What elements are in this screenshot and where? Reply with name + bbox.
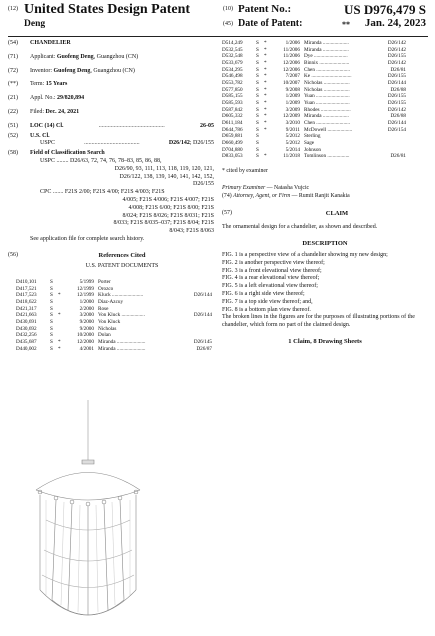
reference-date: 5/1999 xyxy=(79,278,94,285)
field-code: (51) xyxy=(8,122,18,129)
reference-cited-marker xyxy=(58,286,66,293)
reference-row xyxy=(16,319,214,326)
agent-name: — Rumit Ranjit Kanakia xyxy=(290,192,350,199)
reference-number: D644,786 xyxy=(222,126,243,133)
reference-row xyxy=(16,299,214,306)
code-45: (45) xyxy=(223,21,233,27)
reference-cited-marker: * xyxy=(58,292,61,299)
applicant-label: Applicant: xyxy=(30,53,56,60)
reference-date: 12/2006 xyxy=(282,66,300,73)
reference-date: 3/2010 xyxy=(285,119,300,126)
reference-class: D26/144 xyxy=(387,79,406,86)
reference-number: D430,691 xyxy=(16,318,37,325)
reference-date: 7/2007 xyxy=(285,73,300,80)
description-body xyxy=(222,252,428,330)
reference-row xyxy=(222,60,408,67)
reference-class: D26/145 xyxy=(193,338,212,345)
reference-class: D26/142 xyxy=(387,59,406,66)
examiner-label: Primary Examiner xyxy=(222,185,266,192)
reference-cited-marker: * xyxy=(264,46,267,53)
design-title: CHANDELIER xyxy=(30,40,71,46)
reference-class xyxy=(378,140,408,147)
reference-cited-marker xyxy=(58,332,66,339)
uspc-line: USPC ........ D26/63, 72, 74, 76, 78–83, 85, 86, 88, xyxy=(40,157,162,164)
reference-class xyxy=(184,286,214,293)
examiner-block xyxy=(222,185,428,200)
reference-name: Nicholas .................... xyxy=(304,79,350,86)
reference-class xyxy=(184,306,214,313)
reference-kind: S xyxy=(256,59,259,66)
reference-date: 3/2009 xyxy=(285,106,300,113)
field-filed xyxy=(8,109,214,117)
applicant-name: Guofeng Deng xyxy=(56,53,94,60)
reference-number: D660,499 xyxy=(222,139,243,146)
inventor-label: Inventor: xyxy=(30,67,52,74)
reference-number: D421,317 xyxy=(16,305,37,312)
reference-row xyxy=(222,100,408,107)
reference-kind: S xyxy=(50,312,53,319)
chandelier-drawing xyxy=(6,400,166,632)
reference-row xyxy=(16,292,214,299)
reference-row xyxy=(222,53,408,60)
reference-cited-marker: * xyxy=(264,106,267,113)
reference-cited-marker: * xyxy=(264,86,267,93)
reference-date: 12/1999 xyxy=(76,292,94,299)
reference-cited-marker: * xyxy=(264,66,267,73)
term-label: Term: xyxy=(30,81,45,88)
field-title xyxy=(8,40,214,48)
reference-cited-marker: * xyxy=(264,59,267,66)
reference-number: D605,332 xyxy=(222,113,243,120)
reference-row xyxy=(222,47,408,54)
cpc-line: 4/008; F21S 6/00; F21S 8/00; F21S xyxy=(128,204,214,211)
reference-class: D26/81 xyxy=(390,153,406,160)
reference-class xyxy=(184,299,214,306)
reference-name: Porter xyxy=(98,278,111,285)
reference-name: Miranda ...................... xyxy=(98,345,146,352)
reference-row xyxy=(16,326,214,333)
claim-heading-row xyxy=(222,210,428,218)
uspc-line: D26/122, 138, 139, 140, 141, 142, 152, xyxy=(119,173,214,180)
reference-cited-marker: * xyxy=(58,338,61,345)
reference-name: Sage xyxy=(304,139,315,146)
reference-name: Yuan .......................... xyxy=(304,93,350,100)
reference-name: Miranda ...................... xyxy=(98,338,146,345)
reference-date: 9/2000 xyxy=(79,318,94,325)
cpc-line: CPC ....... F21S 2/00; F21S 4/00; F21S 4/003; F21S xyxy=(40,189,165,196)
reference-kind: S xyxy=(256,146,259,153)
patent-number-label: Patent No.: xyxy=(238,3,292,15)
left-column xyxy=(8,40,214,352)
claim-heading: CLAIM xyxy=(325,210,349,218)
reference-name: McDowell ................... xyxy=(304,126,353,133)
reference-date: 2/2000 xyxy=(79,305,94,312)
reference-row xyxy=(16,279,214,286)
reference-number: D704,880 xyxy=(222,146,243,153)
reference-kind: S xyxy=(50,278,53,285)
reference-name: Sterling xyxy=(304,133,321,140)
references-table-right xyxy=(222,40,408,160)
reference-name: Diaz-Azcuy xyxy=(98,298,124,305)
reference-row xyxy=(222,40,408,47)
reference-date: 5/2012 xyxy=(285,139,300,146)
description-line: FIG. 7 is a top side view thereof; and, xyxy=(222,298,313,305)
reference-class xyxy=(378,147,408,154)
reference-class xyxy=(184,319,214,326)
references-table-left xyxy=(16,279,214,352)
reference-class: D26/142 xyxy=(387,106,406,113)
field-classification-search xyxy=(8,150,214,244)
reference-kind: S xyxy=(50,298,53,305)
reference-name: Rose xyxy=(98,305,109,312)
uspc-line: D26/155 xyxy=(193,181,214,188)
reference-row xyxy=(16,339,214,346)
reference-kind: S xyxy=(256,119,259,126)
reference-number: D418,622 xyxy=(16,298,37,305)
reference-kind: S xyxy=(256,40,259,46)
reference-name: Dye .......................... xyxy=(304,53,348,60)
claim-text: The ornamental design for a chandelier, as shown and described. xyxy=(222,223,378,230)
reference-cited-marker xyxy=(264,140,272,147)
reference-number: D532,548 xyxy=(222,53,243,60)
field-code: (22) xyxy=(8,108,18,115)
field-code: (71) xyxy=(8,53,18,60)
appl-no-value: 29/820,894 xyxy=(57,95,85,102)
cpc-line: 4/005; F21S 4/006; F21S 4/007; F21S xyxy=(122,196,214,203)
uspc-label: USPC xyxy=(40,140,56,147)
field-applicant xyxy=(8,54,214,62)
reference-kind: S xyxy=(50,325,53,332)
description-line: FIG. 6 is a right side view thereof; xyxy=(222,291,305,298)
reference-kind: S xyxy=(256,99,259,106)
reference-row xyxy=(222,107,408,114)
reference-cited-marker xyxy=(264,147,272,154)
description-heading: DESCRIPTION xyxy=(302,239,348,247)
reference-row xyxy=(222,120,408,127)
date-label: Date of Patent: xyxy=(238,18,303,29)
reference-class: D26/88 xyxy=(390,86,406,93)
reference-number: D577,850 xyxy=(222,86,243,93)
cpc-line: 8/033; F21S 8/035–037; F21S 8/04; F21S xyxy=(113,220,214,227)
inventor-surname: Deng xyxy=(24,19,46,29)
reference-number: D421,663 xyxy=(16,312,37,319)
field-code: (**) xyxy=(8,81,18,88)
claim-sheets-summary: 1 Claim, 8 Drawing Sheets xyxy=(288,338,362,346)
reference-number: D417,521 xyxy=(16,285,37,292)
document-title: United States Design Patent xyxy=(24,2,191,17)
reference-name: Ke ............................... xyxy=(304,73,352,80)
reference-date: 1/2009 xyxy=(285,99,300,106)
reference-number: D440,002 xyxy=(16,345,37,352)
reference-cited-marker: * xyxy=(264,126,267,133)
reference-number: D587,842 xyxy=(222,106,243,113)
reference-kind: S xyxy=(256,86,259,93)
reference-class xyxy=(378,133,408,140)
header-rule xyxy=(8,36,428,37)
agent-code: (74) xyxy=(222,192,232,199)
reference-class: D26/144 xyxy=(193,292,212,299)
references-heading: References Cited xyxy=(98,251,146,259)
reference-cited-marker: * xyxy=(264,93,267,100)
reference-class xyxy=(184,326,214,333)
reference-date: 9/2008 xyxy=(285,86,300,93)
reference-kind: S xyxy=(256,126,259,133)
description-line: The broken lines in the figures are for the purposes of illustrating portions of the chandelier, which form no part of the claimed design. xyxy=(222,314,415,329)
reference-row xyxy=(16,332,214,339)
reference-kind: S xyxy=(50,338,53,345)
reference-row xyxy=(16,312,214,319)
reference-row xyxy=(222,153,408,160)
reference-row xyxy=(222,80,408,87)
reference-kind: S xyxy=(256,133,259,140)
description-line: FIG. 3 is a front elevational view thereof; xyxy=(222,267,322,274)
reference-row xyxy=(222,147,408,154)
reference-row xyxy=(222,67,408,74)
reference-date: 10/2007 xyxy=(282,79,300,86)
search-history-note: See application file for complete search history. xyxy=(30,235,145,242)
field-references xyxy=(8,252,214,277)
reference-name: Tomlinson ................. xyxy=(304,153,350,160)
reference-name: Johnson xyxy=(304,146,322,153)
uspc-primary: D26/142 xyxy=(168,140,190,147)
reference-cited-marker: * xyxy=(264,40,267,46)
reference-cited-marker xyxy=(58,319,66,326)
inventor-location: , Guangzhou (CN) xyxy=(90,67,135,74)
reference-row xyxy=(222,133,408,140)
reference-row xyxy=(222,87,408,94)
reference-row xyxy=(222,127,408,134)
right-column xyxy=(222,40,428,346)
reference-number: D533,679 xyxy=(222,59,243,66)
description-line: FIG. 2 is another perspective view thereof; xyxy=(222,259,325,266)
reference-class: D26/144 xyxy=(387,119,406,126)
reference-number: D553,782 xyxy=(222,79,243,86)
reference-date: 1/2006 xyxy=(285,40,300,46)
description-line: FIG. 1 is a perspective view of a chandelier showing my new design; xyxy=(222,252,388,259)
reference-class: D26/142 xyxy=(387,46,406,53)
reference-date: 11/2006 xyxy=(283,46,300,53)
reference-cited-marker: * xyxy=(58,312,61,319)
reference-number: D833,053 xyxy=(222,153,243,160)
reference-cited-marker xyxy=(58,279,66,286)
reference-kind: S xyxy=(256,66,259,73)
reference-row xyxy=(16,346,214,353)
reference-name: Miranda .................... xyxy=(304,113,349,120)
reference-cited-marker: * xyxy=(264,119,267,126)
cpc-line: 8/043; F21S 8/063 xyxy=(169,228,214,235)
reference-name: Miranda .................... xyxy=(304,46,349,53)
filed-label: Filed: xyxy=(30,108,45,115)
date-marker: ** xyxy=(342,20,350,29)
reference-class: D26/154 xyxy=(387,126,406,133)
filed-value: Dec. 24, 2021 xyxy=(45,108,80,115)
reference-class: D26/155 xyxy=(387,53,406,60)
reference-row xyxy=(222,73,408,80)
reference-date: 3/2000 xyxy=(79,312,94,319)
reference-kind: S xyxy=(256,73,259,80)
patent-number: US D976,479 S xyxy=(344,2,426,17)
reference-name: Rhodes ....................... xyxy=(304,106,351,113)
field-code: (54) xyxy=(8,40,18,46)
reference-name: Chen .......................... xyxy=(304,119,350,126)
applicant-location: , Guangzhou (CN) xyxy=(93,53,139,60)
reference-kind: S xyxy=(256,79,259,86)
reference-date: 9/2011 xyxy=(285,126,300,133)
field-loc xyxy=(8,123,214,131)
reference-date: 1/2000 xyxy=(79,298,94,305)
reference-date: 1/2009 xyxy=(285,93,300,100)
field-code: (52) xyxy=(8,132,18,139)
reference-name: Dolan xyxy=(98,332,111,339)
field-code: (58) xyxy=(8,150,18,157)
reference-name: Kluck ........................ xyxy=(98,292,144,299)
uspc-dots: ..................................... xyxy=(84,140,140,147)
reference-class xyxy=(184,279,214,286)
reference-date: 5/2014 xyxy=(285,146,300,153)
appl-no-label: Appl. No.: xyxy=(30,95,56,102)
reference-number: D585,155 xyxy=(222,93,243,100)
description-line: FIG. 4 is a rear elevational view thereof; xyxy=(222,275,320,282)
field-code: (56) xyxy=(8,251,18,258)
reference-kind: S xyxy=(256,113,259,120)
reference-date: 10/2000 xyxy=(76,332,94,339)
reference-cited-marker: * xyxy=(264,79,267,86)
field-code: (21) xyxy=(8,95,18,102)
reference-row xyxy=(222,113,408,120)
field-inventor xyxy=(8,68,214,76)
reference-row xyxy=(222,140,408,147)
reference-row xyxy=(16,286,214,293)
reference-name: Nicholas xyxy=(98,325,117,332)
reference-class: D26/87 xyxy=(196,345,212,352)
reference-kind: S xyxy=(256,139,259,146)
reference-kind: S xyxy=(256,53,259,60)
reference-class: D26/155 xyxy=(387,93,406,100)
reference-kind: S xyxy=(50,305,53,312)
reference-cited-marker: * xyxy=(264,53,267,60)
reference-cited-marker: * xyxy=(264,73,267,80)
reference-kind: S xyxy=(256,153,259,160)
agent-label: Attorney, Agent, or Firm xyxy=(233,192,291,199)
reference-class: D26/81 xyxy=(390,66,406,73)
reference-kind: S xyxy=(50,318,53,325)
reference-kind: S xyxy=(50,285,53,292)
reference-name: Orozco xyxy=(98,285,114,292)
reference-date: 12/1999 xyxy=(76,285,94,292)
reference-name: Yuan .......................... xyxy=(304,99,350,106)
us-cl-label: U.S. Cl. xyxy=(30,132,50,139)
reference-cited-marker: * xyxy=(264,113,267,120)
reference-name: Chen .......................... xyxy=(304,66,350,73)
reference-cited-marker: * xyxy=(264,99,267,106)
term-value: 15 Years xyxy=(45,81,68,88)
reference-date: 9/2000 xyxy=(79,325,94,332)
description-line: FIG. 5 is a left elevational view thereof; xyxy=(222,283,318,290)
reference-date: 4/2001 xyxy=(79,345,94,352)
field-code: (72) xyxy=(8,67,18,74)
reference-date: 11/2018 xyxy=(283,153,300,160)
reference-number: D532,545 xyxy=(222,46,243,53)
patent-date: Jan. 24, 2023 xyxy=(364,17,426,29)
reference-number: D435,687 xyxy=(16,338,37,345)
description-line: FIG. 8 is a bottom plan view thereof. xyxy=(222,306,311,313)
reference-cited-marker xyxy=(264,133,272,140)
code-10: (10) xyxy=(223,6,233,12)
reference-kind: S xyxy=(50,292,53,299)
examiner-name: — Natasha Vujcic xyxy=(265,185,310,192)
loc-label: LOC (14) Cl. xyxy=(30,122,64,129)
reference-cited-marker: * xyxy=(58,345,61,352)
reference-name: Von Kluck .................. xyxy=(98,312,145,319)
reference-number: D659,881 xyxy=(222,133,243,140)
uspc-line: D26/90, 93, 111, 113, 118, 119, 120, 121, xyxy=(114,165,214,172)
reference-date: 12/2000 xyxy=(76,338,94,345)
patent-header xyxy=(8,2,428,34)
reference-class: D26/155 xyxy=(387,99,406,106)
uspc-secondary: ; D26/155 xyxy=(189,140,214,147)
cited-note: * cited by examiner xyxy=(222,167,268,174)
reference-name: Nicholas .................... xyxy=(304,86,350,93)
reference-number: D585,593 xyxy=(222,99,243,106)
reference-date: 12/2009 xyxy=(282,113,300,120)
reference-class: D26/155 xyxy=(387,73,406,80)
reference-class: D26/144 xyxy=(193,312,212,319)
reference-cited-marker: * xyxy=(264,153,267,160)
search-label: Field of Classification Search xyxy=(30,150,105,157)
reference-number: D410,101 xyxy=(16,278,37,285)
claim-code: (57) xyxy=(222,210,232,217)
reference-kind: S xyxy=(256,46,259,53)
reference-class xyxy=(184,332,214,339)
loc-value: 26-05 xyxy=(200,122,214,129)
reference-name: Binnix ....................... xyxy=(304,59,350,66)
field-us-cl xyxy=(8,133,214,149)
code-12: (12) xyxy=(8,6,18,12)
field-term xyxy=(8,81,214,89)
reference-kind: S xyxy=(256,93,259,100)
reference-number: D534,295 xyxy=(222,66,243,73)
cpc-line: 8/024; F21S 8/026; F21S 8/031; F21S xyxy=(122,212,214,219)
reference-number: D546,498 xyxy=(222,73,243,80)
reference-date: 12/2006 xyxy=(282,59,300,66)
reference-cited-marker xyxy=(58,306,66,313)
reference-date: 5/2012 xyxy=(285,133,300,140)
chandelier-illustration xyxy=(36,400,140,615)
reference-kind: S xyxy=(50,332,53,339)
field-appl-no xyxy=(8,95,214,103)
reference-class: D26/88 xyxy=(390,113,406,120)
reference-kind: S xyxy=(50,345,53,352)
reference-number: D432,256 xyxy=(16,332,37,339)
reference-class: D26/142 xyxy=(387,40,406,46)
reference-row xyxy=(222,93,408,100)
reference-number: D430,692 xyxy=(16,325,37,332)
reference-name: Miranda .................... xyxy=(304,40,349,46)
references-subheading: U.S. PATENT DOCUMENTS xyxy=(85,263,159,270)
reference-number: D514,249 xyxy=(222,40,243,46)
reference-row xyxy=(16,306,214,313)
reference-number: D417,523 xyxy=(16,292,37,299)
loc-dots: ............................................ xyxy=(98,122,165,129)
inventor-name: Guofeng Deng xyxy=(53,67,91,74)
reference-cited-marker xyxy=(58,299,66,306)
reference-kind: S xyxy=(256,106,259,113)
reference-date: 11/2006 xyxy=(283,53,300,60)
reference-number: D611,184 xyxy=(222,119,243,126)
reference-name: Von Kluck xyxy=(98,318,121,325)
reference-cited-marker xyxy=(58,326,66,333)
